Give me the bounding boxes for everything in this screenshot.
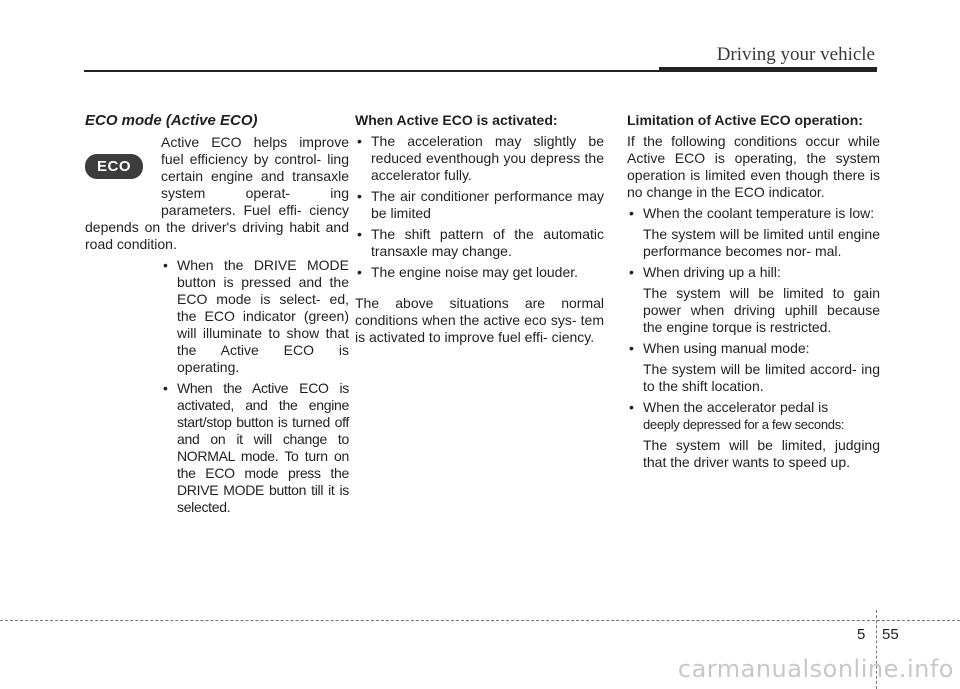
page-header-title: Driving your vehicle [716,44,875,65]
section-heading: When Active ECO is activated: [355,112,558,128]
header-rule-accent [659,67,877,72]
chapter-number: 5 [857,626,866,643]
intro-paragraph: If the following conditions occur while Active ECO is operating, the system operation is limited even though there is no change in the ECO indicator. [627,133,880,200]
column-eco-mode [85,112,349,520]
list-item-detail: The system will be limited until engine performance becomes nor- mal. [643,226,880,259]
summary-paragraph: The above situations are normal conditions when the active eco sys- tem is activated to improve fuel effi- ciency. [355,295,604,345]
list-item-detail: The system will be limited to gain power when driving uphill because the engine torque is restricted. [643,285,880,335]
eco-indicator [85,134,161,204]
list-item [627,399,880,433]
list-item-text: When the accelerator pedal is [643,399,829,415]
list-item: • When the coolant temperature is low: [627,205,880,222]
list-item: • When the Active ECO is activated, and the engine start/stop button is turned off and on it will change to NORMAL mode. To turn on the ECO mode press the DRIVE MODE button till it is selected. [161,380,349,516]
section-title: ECO mode (Active ECO) [85,112,258,129]
section-heading: Limitation of Active ECO operation: [627,112,863,128]
page-number: 55 [882,626,899,643]
bullet-list [627,205,880,471]
list-item: • The shift pattern of the automatic transaxle may change. [355,226,604,260]
list-item: • When the DRIVE MODE button is pressed and the ECO mode is select- ed, the ECO indicator (green) will illuminate to show that the Active ECO is operating. [161,257,349,376]
list-item-detail: The system will be limited accord- ing to the shift location. [643,361,880,394]
list-item: • When using manual mode: [627,340,880,357]
intro-paragraph: Active ECO helps improve fuel efficiency by control- ling certain engine and transaxle system operat- ing parameters. Fuel effi- ciency depends on the driver's driving habit and road condition. [85,134,349,252]
list-item: • The acceleration may slightly be reduced eventhough you depress the accelerator fully. [355,133,604,184]
watermark: carmanualsonline.info [677,655,954,683]
list-item-text: deeply depressed for a few seconds: [643,417,845,432]
bullet-list [161,257,349,516]
eco-badge-icon: ECO [85,154,143,179]
column-limitation [627,112,880,475]
footer-dashed-rule [0,620,960,621]
list-item: • The engine noise may get louder. [355,264,604,281]
list-item: • When driving up a hill: [627,264,880,281]
bullet-list [355,133,604,281]
column-when-activated [355,112,604,350]
list-item: • The air conditioner performance may be limited [355,188,604,222]
list-item-detail: The system will be limited, judging that the driver wants to speed up. [643,437,880,470]
